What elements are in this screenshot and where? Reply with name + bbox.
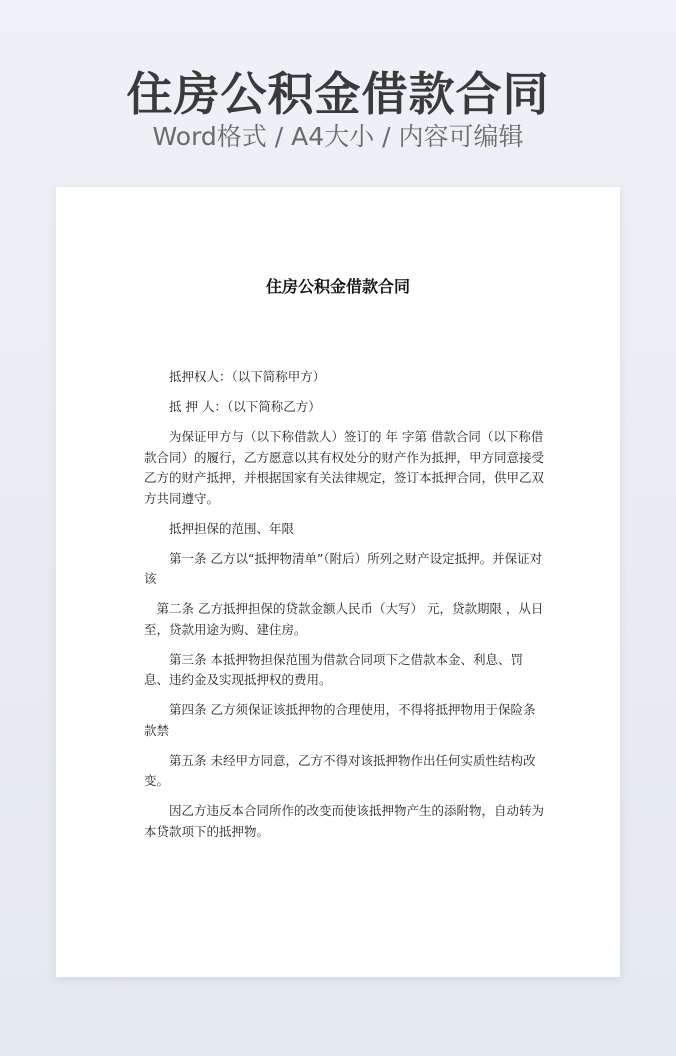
paragraph-mortgagee: 抵押权人：（以下简称甲方） — [169, 369, 326, 384]
banner-title: 住房公积金借款合同 — [126, 67, 550, 121]
document-title: 住房公积金借款合同 — [265, 277, 410, 296]
paragraph-article-1: 第一条 乙方以“抵押物清单”（附后）所列之财产设定抵押。并保证对该 — [144, 550, 543, 586]
paragraph-article-5: 第五条 未经甲方同意，乙方不得对该抵押物作出任何实质性结构改变。 — [144, 752, 536, 788]
paragraph-accession: 因乙方违反本合同所作的改变而使该抵押物产生的添附物，自动转为本贷款项下的抵押物。 — [144, 803, 545, 839]
document-body — [144, 367, 544, 852]
paragraph-scope-heading: 抵押担保的范围、年限 — [169, 520, 295, 536]
paragraph-article-3: 第三条 本抵押物担保范围为借款合同项下之借款本金、利息、罚息、违约金及实现抵押权的费用。 — [144, 651, 523, 687]
paragraph-article-2: 第二条 乙方抵押担保的贷款金额人民币（大写） 元，贷款期限 ，从日至，贷款用途为购、建住房。 — [144, 601, 544, 637]
paragraph-mortgagor: 抵 押 人：（以下简称乙方） — [169, 399, 321, 414]
paragraph-article-4: 第四条 乙方须保证该抵押物的合理使用，不得将抵押物用于保险条款禁 — [144, 702, 536, 738]
paragraph-preamble: 为保证甲方与（以下称借款人）签订的 年 字第 借款合同（以下称借款合同）的履行，乙方愿意以其有权处分的财产作为抵押，甲方同意接受乙方的财产抵押，并根据国家有关法律规定，签订本抵押合同，供甲乙双方共同遵守。 — [144, 429, 545, 506]
banner-subtitle: Word格式 / A4大小 / 内容可编辑 — [152, 122, 524, 151]
document-page — [56, 187, 620, 977]
